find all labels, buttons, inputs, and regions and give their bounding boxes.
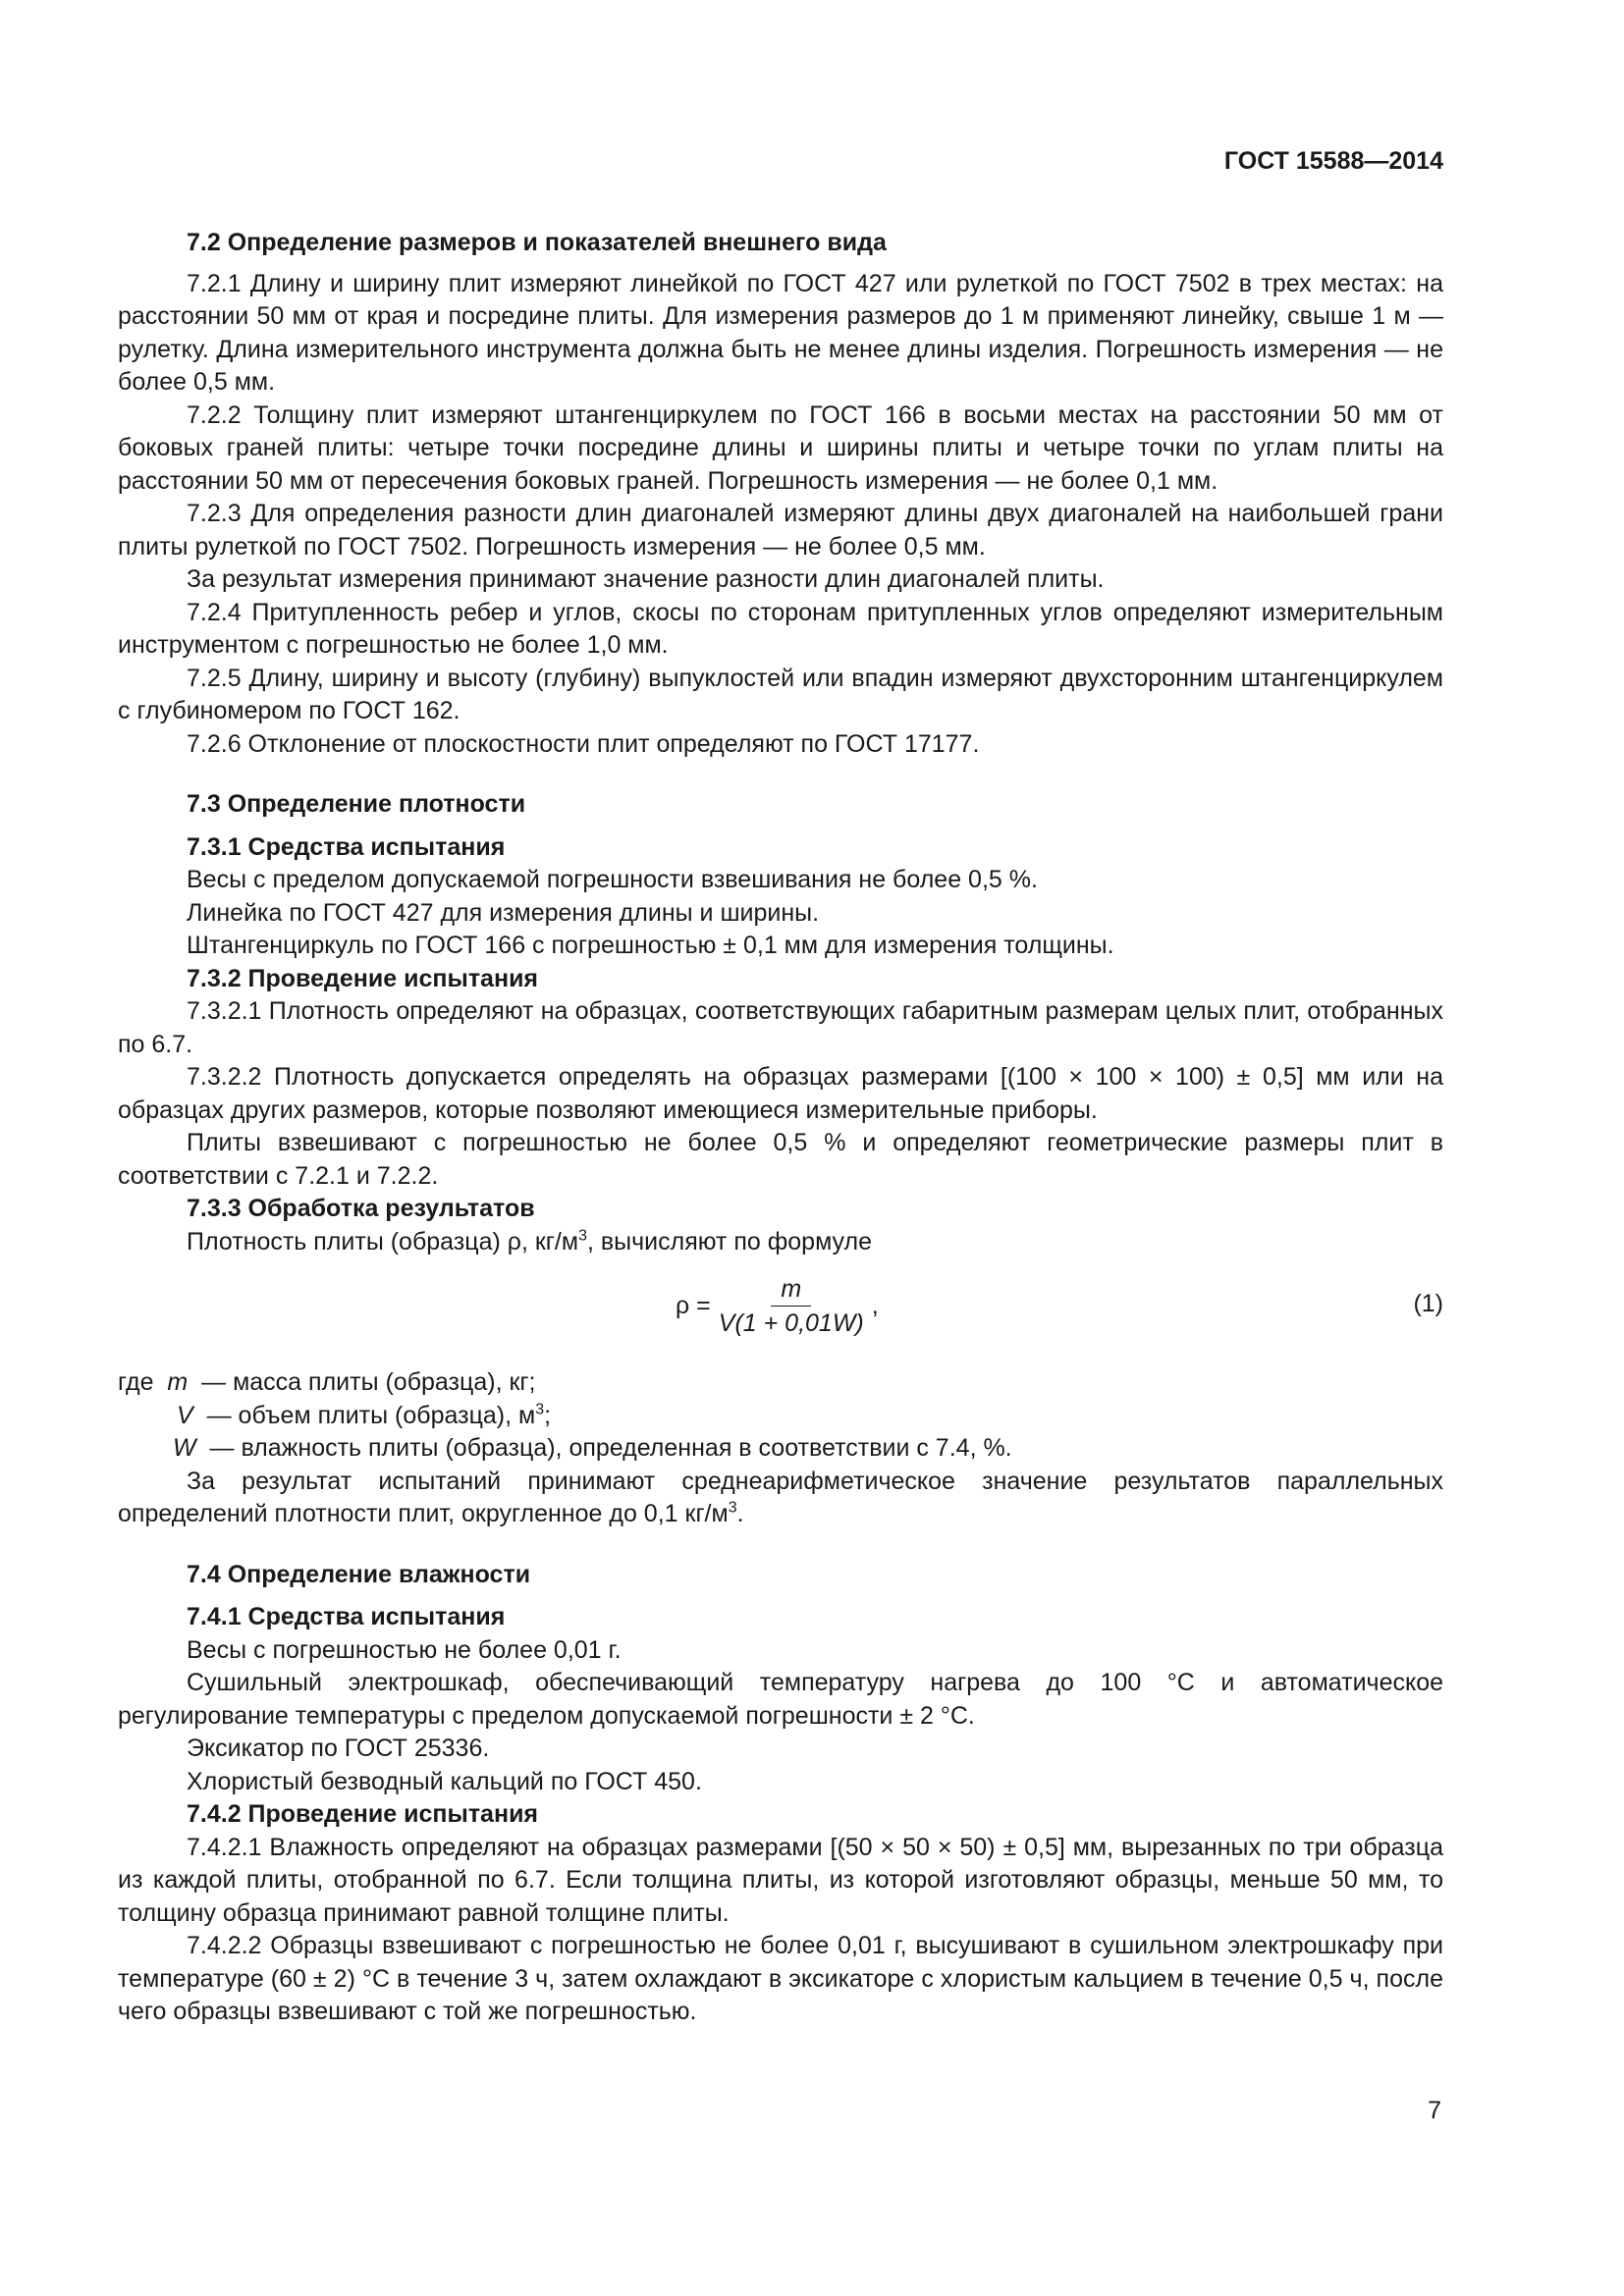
list-item: Хлористый безводный кальций по ГОСТ 450. [187, 1767, 702, 1795]
legend-v: V — объем плиты (образца), $м^3$; [177, 1401, 552, 1429]
formula-denominator: V(1 + 0,01W) [718, 1309, 864, 1337]
subsection-7-3-2-title: 7.3.2 Проведение испытания [187, 964, 539, 992]
para-7-2-5: 7.2.5 Длину, ширину и высоту (глубину) выпуклостей или впадин измеряют двухсторонним штангенциркулем с глубиномером по ГОСТ 162. [118, 664, 1443, 724]
formula-intro: Плотность плиты (образца) ρ, $кг/м^3$, вычисляют по формуле [187, 1227, 872, 1255]
list-item: Линейка по ГОСТ 427 для измерения длины и ширины. [187, 898, 820, 927]
subsection-7-4-1-title: 7.4.1 Средства испытания [187, 1603, 506, 1630]
section-7-4-title: 7.4 Определение влажности [187, 1560, 531, 1588]
subsection-7-3-3-title: 7.3.3 Обработка результатов [187, 1195, 535, 1222]
formula-lhs: ρ = [676, 1291, 711, 1319]
para-7-2-3: 7.2.3 Для определения разности длин диагоналей измеряют длины двух диагоналей на наибольшей грани плиты рулеткой по ГОСТ 7502. Погрешность измерения — не более 0,5 мм. [118, 500, 1443, 561]
para-7-3-2-2: 7.3.2.2 Плотность допускается определять на образцах размерами [(100 × 100 × 100) ± 0,5] мм или на образцах других размеров, которые позволяют имеющиеся измерительные приборы. [118, 1063, 1443, 1124]
list-item: Весы с погрешностью не более 0,01 г. [187, 1635, 622, 1664]
section-7-2-title: 7.2 Определение размеров и показателей внешнего вида [187, 229, 887, 256]
formula-fraction [715, 1274, 868, 1338]
legend-m: где m — масса плиты (образца), кг; [118, 1368, 536, 1396]
page-number: 7 [1428, 2097, 1441, 2124]
list-item: Эксикатор по ГОСТ 25336. [187, 1735, 490, 1762]
list-item: Весы с пределом допускаемой погрешности взвешивания не более 0,5 %. [187, 866, 1038, 893]
para-7-4-2-2: 7.4.2.2 Образцы взвешивают с погрешностью не более 0,01 г, высушивают в сушильном электрошкафу при температуре (60 ± 2) °С в течение 3 ч, затем охлаждают в эксикаторе с хлористым кальцием в течение 0,5 ч, после чего образцы взвешивают с той же погрешностью. [118, 1932, 1443, 2025]
list-item: Сушильный электрошкаф, обеспечивающий температуру нагрева до 100 °С и автоматическое регулирование температуры с пределом допускаемой погрешности ± 2 °С. [118, 1669, 1443, 1730]
para-7-2-1: 7.2.1 Длину и ширину плит измеряют линейкой по ГОСТ 427 или рулеткой по ГОСТ 7502 в трех местах: на расстоянии 50 мм от края и посредине плиты. Для измерения размеров до 1 м применяют линейку, свыше 1 м — рулетку. Длина измерительного инструмента должна быть не менее длины изделия. Погрешность измерения — не более 0,5 мм. [118, 269, 1443, 396]
para-7-3-2-weighing: Плиты взвешивают с погрешностью не более 0,5 % и определяют геометрические размеры плит в соответствии с 7.2.1 и 7.2.2. [118, 1129, 1443, 1190]
subsection-7-3-1-title: 7.3.1 Средства испытания [187, 832, 506, 861]
formula-numerator: m [771, 1274, 811, 1307]
para-7-3-2-1: 7.3.2.1 Плотность определяют на образцах, соответствующих габаритным размерам целых плит, отобранных по 6.7. [118, 997, 1443, 1058]
document-body [118, 227, 1443, 2029]
formula-number: (1) [1413, 1290, 1443, 1317]
subsection-7-4-2-title: 7.4.2 Проведение испытания [187, 1800, 539, 1828]
para-7-3-3-result: За результат испытаний принимают среднеарифметическое значение результатов параллельных определений плотности плит, округленное до 0,1 $кг/м^3$. [118, 1467, 1443, 1527]
formula-1 [118, 1258, 1443, 1366]
para-7-2-6: 7.2.6 Отклонение от плоскостности плит определяют по ГОСТ 17177. [187, 729, 980, 758]
para-7-2-2: 7.2.2 Толщину плит измеряют штангенциркулем по ГОСТ 166 в восьми местах на расстоянии 50 мм от боковых граней плиты: четыре точки посредине длины и ширины плиты и четыре точки по углам плиты на расстоянии 50 мм от пересечения боковых граней. Погрешность измерения — не более 0,1 мм. [118, 400, 1443, 495]
formula-comma: , [871, 1291, 879, 1319]
list-item: Штангенциркуль по ГОСТ 166 с погрешностью ± 0,1 мм для измерения толщины. [187, 932, 1114, 959]
document-header: ГОСТ 15588—2014 [1223, 147, 1443, 175]
para-7-2-3-result: За результат измерения принимают значение разности длин диагоналей плиты. [187, 565, 1105, 593]
para-7-4-2-1: 7.4.2.1 Влажность определяют на образцах размерами [(50 × 50 × 50) ± 0,5] мм, вырезанных по три образца из каждой плиты, отобранной по 6.7. Если толщина плиты, из которой изготовляют образцы, меньше 50 мм, то толщину образца принимают равной толщине плиты. [118, 1833, 1443, 1927]
legend-w: W — влажность плиты (образца), определенная в соответствии с 7.4, %. [173, 1434, 1012, 1462]
section-7-3-title: 7.3 Определение плотности [187, 790, 526, 818]
para-7-2-4: 7.2.4 Притупленность ребер и углов, скосы по сторонам притупленных углов определяют измерительным инструментом с погрешностью не более 1,0 мм. [118, 598, 1443, 659]
